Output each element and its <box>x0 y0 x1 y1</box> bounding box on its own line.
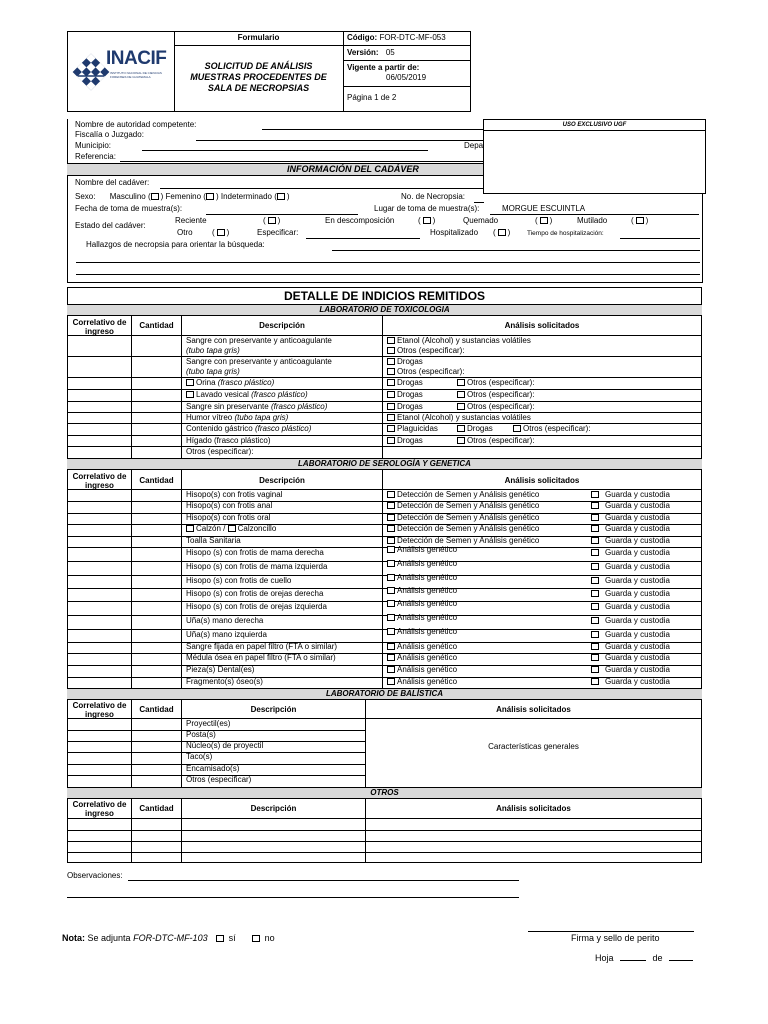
guarda-checkbox[interactable] <box>591 537 599 544</box>
firma-label: Firma y sello de perito <box>571 933 660 943</box>
guarda-checkbox[interactable] <box>591 577 599 584</box>
sero-row-guarda: Guarda y custodia <box>591 602 670 612</box>
analysis-checkbox[interactable] <box>387 666 395 673</box>
quemado-checkbox[interactable] <box>540 217 548 224</box>
sero-col-cantidad: Cantidad <box>139 476 174 485</box>
otros-checkbox[interactable] <box>457 379 465 386</box>
tox-row-1-analysis: Etanol (Alcohol) y sustancias volátiles Otros (especificar): <box>387 336 531 356</box>
guarda-checkbox[interactable] <box>591 631 599 638</box>
analysis-checkbox[interactable] <box>387 491 395 498</box>
sero-row-guarda: Guarda y custodia <box>591 576 670 586</box>
otro-checkbox-wrap: ( ) <box>212 228 230 237</box>
sero-row-desc: Hisopo (s) con frotis de orejas izquierda <box>186 602 327 611</box>
bal-col-cantidad: Cantidad <box>139 705 174 714</box>
code-row: Código: FOR-DTC-MF-053 <box>347 33 446 42</box>
quemado-label: Quemado <box>463 216 499 225</box>
sero-row-desc: Hisopo (s) con frotis de mama derecha <box>186 548 324 557</box>
nota-row: Nota: Se adjunta FOR-DTC-MF-103 sí no <box>62 933 275 943</box>
fiscalia-label: Fiscalía o Juzgado: <box>75 130 144 139</box>
version-row: Versión: 05 <box>347 48 395 57</box>
analysis-checkbox[interactable] <box>387 546 395 553</box>
otros-checkbox[interactable] <box>457 391 465 398</box>
authority-name-label: Nombre de autoridad competente: <box>75 120 197 129</box>
analysis-checkbox[interactable] <box>387 643 395 650</box>
sero-row-desc: Uña(s) mano izquierda <box>186 630 267 639</box>
otros-col-correlativo: Correlativo de ingreso <box>72 800 127 818</box>
sero-row-desc: Hisopo(s) con frotis vaginal <box>186 490 283 499</box>
fecha-label: Fecha de toma de muestra(s): <box>75 204 183 213</box>
analysis-checkbox[interactable] <box>387 628 395 635</box>
sero-row-analysis: Análisis genético <box>387 545 457 555</box>
tox-row-8-analysis: Drogas <box>387 436 423 446</box>
tox-row-6-analysis: Etanol (Alcohol) y sustancias volátiles <box>387 413 531 423</box>
otros-checkbox[interactable] <box>457 437 465 444</box>
sero-row-analysis: Detección de Semen y Análisis genético <box>387 524 539 534</box>
analysis-checkbox[interactable] <box>387 560 395 567</box>
sero-row-desc: Hisopo(s) con frotis anal <box>186 501 273 510</box>
hallazgos-label: Hallazgos de necropsia para orientar la búsqueda: <box>86 240 265 249</box>
orina-checkbox[interactable] <box>186 379 194 386</box>
sero-row-analysis: Análisis genético <box>387 665 457 675</box>
analysis-checkbox[interactable] <box>387 600 395 607</box>
sero-row-guarda: Guarda y custodia <box>591 501 670 511</box>
bal-row-desc: Posta(s) <box>186 730 216 739</box>
drogas-checkbox[interactable] <box>387 358 395 365</box>
tox-row-4: Lavado vesical (frasco plástico) <box>186 390 308 400</box>
otro-label: Otro <box>177 228 193 237</box>
bal-col-analisis: Análisis solicitados <box>496 705 571 714</box>
guarda-checkbox[interactable] <box>591 678 599 685</box>
necropsia-label: No. de Necropsia: <box>401 192 466 201</box>
reciente-checkbox[interactable] <box>268 217 276 224</box>
indeterminado-checkbox[interactable] <box>277 193 285 200</box>
form-label: Formulario <box>237 33 280 42</box>
sero-row-analysis: Detección de Semen y Análisis genético <box>387 513 539 523</box>
sero-col-analisis: Análisis solicitados <box>504 476 580 485</box>
analysis-checkbox[interactable] <box>387 614 395 621</box>
mutilado-checkbox[interactable] <box>636 217 644 224</box>
sero-col-descripcion: Descripción <box>259 476 305 485</box>
especificar-label: Especificar: <box>257 228 299 237</box>
bal-row-desc: Núcleo(s) de proyectil <box>186 741 264 750</box>
sero-row-analysis: Análisis genético <box>387 613 457 623</box>
no-checkbox[interactable] <box>252 935 260 942</box>
guarda-checkbox[interactable] <box>591 654 599 661</box>
guarda-checkbox[interactable] <box>591 563 599 570</box>
tox-row-4-analysis: Drogas <box>387 390 423 400</box>
calzon-checkbox[interactable] <box>186 525 194 532</box>
hospitalizado-label: Hospitalizado <box>430 228 479 237</box>
sero-row-desc: Hisopo(s) con frotis oral <box>186 513 271 522</box>
hoja-row: Hoja de <box>595 953 693 964</box>
sero-row-analysis: Análisis genético <box>387 559 457 569</box>
otros-header: OTROS <box>67 787 702 799</box>
sero-row-desc: Fragmento(s) óseo(s) <box>186 677 263 686</box>
sero-row-analysis: Análisis genético <box>387 573 457 583</box>
sexo-row: Sexo: Masculino ( ) Femenino ( ) Indeterminado ( ) <box>75 192 290 201</box>
sero-row-analysis: Análisis genético <box>387 627 457 637</box>
masculino-checkbox[interactable] <box>151 193 159 200</box>
otro-checkbox[interactable] <box>217 229 225 236</box>
tox-row-2: Sangre con preservante y anticoagulante (tubo tapa gris) <box>186 357 332 376</box>
otros-checkbox[interactable] <box>513 425 521 432</box>
guarda-checkbox[interactable] <box>591 514 599 521</box>
analysis-checkbox[interactable] <box>387 502 395 509</box>
sero-row-guarda: Guarda y custodia <box>591 630 670 640</box>
etanol-checkbox[interactable] <box>387 337 395 344</box>
tox-row-2-analysis: Drogas Otros (especificar): <box>387 357 465 377</box>
sero-row-desc: Hisopo (s) con frotis de orejas derecha <box>186 589 324 598</box>
sero-row-analysis: Análisis genético <box>387 677 457 687</box>
lugar-label: Lugar de toma de muestra(s): <box>374 204 480 213</box>
page-number: Página 1 de 2 <box>347 93 397 102</box>
reciente-checkbox-wrap: ( ) <box>263 216 281 225</box>
drogas-checkbox[interactable] <box>387 391 395 398</box>
guarda-checkbox[interactable] <box>591 549 599 556</box>
tox-row-8: Hígado (frasco plástico) <box>186 436 271 445</box>
femenino-checkbox[interactable] <box>206 193 214 200</box>
estado-label: Estado del cadáver: <box>75 221 146 230</box>
sero-row-analysis: Detección de Semen y Análisis genético <box>387 490 539 500</box>
sero-row-guarda: Guarda y custodia <box>591 513 670 523</box>
otros-col-analisis: Análisis solicitados <box>496 804 571 813</box>
guarda-checkbox[interactable] <box>591 491 599 498</box>
cadaver-section-header: INFORMACIÓN DEL CADÁVER <box>67 163 483 176</box>
descomposicion-label: En descomposición <box>325 216 395 225</box>
sero-row-desc: Hisopo (s) con frotis de cuello <box>186 576 292 585</box>
tox-col-descripcion: Descripción <box>259 321 305 330</box>
otros-col-cantidad: Cantidad <box>139 804 174 813</box>
tox-row-5-analysis: Drogas <box>387 402 423 412</box>
tox-row-3: Orina (frasco plástico) <box>186 378 274 388</box>
valid-date: 06/05/2019 <box>386 73 427 82</box>
tox-row-7: Contenido gástrico (frasco plástico) <box>186 424 312 433</box>
sero-row-guarda: Guarda y custodia <box>591 548 670 558</box>
sero-row-analysis: Análisis genético <box>387 653 457 663</box>
tiempo-label: Tiempo de hospitalización: <box>527 230 604 237</box>
sero-row-desc: Médula ósea en papel filtro (FTA o similar) <box>186 653 336 662</box>
sero-row-desc: Pieza(s) Dental(es) <box>186 665 255 674</box>
bal-row-desc: Otros (especificar) <box>186 775 252 784</box>
bal-row-desc: Taco(s) <box>186 752 213 761</box>
drogas-checkbox[interactable] <box>387 379 395 386</box>
sero-row-analysis: Análisis genético <box>387 642 457 652</box>
guarda-checkbox[interactable] <box>591 666 599 673</box>
guarda-checkbox[interactable] <box>591 643 599 650</box>
bal-analisis: Características generales <box>488 742 579 751</box>
sero-row-guarda: Guarda y custodia <box>591 524 670 534</box>
quemado-checkbox-wrap: ( ) <box>535 216 553 225</box>
sero-row-guarda: Guarda y custodia <box>591 653 670 663</box>
sero-row-guarda: Guarda y custodia <box>591 616 670 626</box>
analysis-checkbox[interactable] <box>387 654 395 661</box>
guarda-checkbox[interactable] <box>591 590 599 597</box>
org-name: INACIF <box>106 48 167 69</box>
tox-row-8-otros: Otros (especificar): <box>457 436 535 446</box>
uso-exclusivo-label: USO EXCLUSIVO UGF <box>562 122 627 128</box>
mutilado-label: Mutilado <box>577 216 608 225</box>
analysis-checkbox[interactable] <box>387 587 395 594</box>
tox-col-analisis: Análisis solicitados <box>504 321 580 330</box>
bal-col-correlativo: Correlativo de ingreso <box>72 701 127 719</box>
sero-col-correlativo: Correlativo de ingreso <box>72 472 127 490</box>
tox-row-7-otros: Otros (especificar): <box>513 424 591 434</box>
sero-row-analysis: Análisis genético <box>387 586 457 596</box>
sero-row-guarda: Guarda y custodia <box>591 536 670 546</box>
form-title: SOLICITUD DE ANÁLISIS MUESTRAS PROCEDENTES DE SALA DE NECROPSIAS <box>190 61 327 93</box>
reciente-label: Reciente <box>175 216 207 225</box>
org-subtitle: INSTITUTO NACIONAL DE CIENCIAS FORENSES DE GUATEMALA <box>110 71 162 79</box>
etanol-checkbox[interactable] <box>387 414 395 421</box>
sero-row-desc: Uña(s) mano derecha <box>186 616 264 625</box>
sero-row-analysis: Detección de Semen y Análisis genético <box>387 536 539 546</box>
analysis-checkbox[interactable] <box>387 678 395 685</box>
detalle-title: DETALLE DE INDICIOS REMITIDOS <box>283 289 486 303</box>
drogas-checkbox[interactable] <box>387 403 395 410</box>
descomposicion-checkbox[interactable] <box>423 217 431 224</box>
tox-row-9: Otros (especificar): <box>186 447 254 456</box>
hospitalizado-checkbox-wrap: ( ) <box>493 228 511 237</box>
sero-row-guarda: Guarda y custodia <box>591 589 670 599</box>
analysis-checkbox[interactable] <box>387 514 395 521</box>
tox-row-3-otros: Otros (especificar): <box>457 378 535 388</box>
sero-row-desc: Sangre fijada en papel filtro (FTA o similar) <box>186 642 338 651</box>
lugar-value: MORGUE ESCUINTLA <box>502 204 586 213</box>
sero-row-guarda: Guarda y custodia <box>591 642 670 652</box>
tox-row-5: Sangre sin preservante (frasco plástico) <box>186 402 328 411</box>
balistica-header: LABORATORIO DE BALÍSTICA <box>67 688 702 700</box>
tox-row-4-otros: Otros (especificar): <box>457 390 535 400</box>
otros-col-descripcion: Descripción <box>250 804 297 813</box>
bal-row-desc: Encamisado(s) <box>186 764 240 773</box>
otros-checkbox[interactable] <box>387 347 395 354</box>
bal-col-descripcion: Descripción <box>250 705 297 714</box>
sero-row-analysis: Análisis genético <box>387 599 457 609</box>
toxicologia-header: LABORATORIO DE TOXICOLOGIA <box>67 304 702 316</box>
tox-row-7-drogas: Drogas <box>457 424 493 434</box>
cadaver-name-label: Nombre del cadáver: <box>75 178 150 187</box>
sero-row-guarda: Guarda y custodia <box>591 490 670 500</box>
otros-checkbox[interactable] <box>457 403 465 410</box>
analysis-checkbox[interactable] <box>387 537 395 544</box>
tox-row-5-otros: Otros (especificar): <box>457 402 535 412</box>
guarda-checkbox[interactable] <box>591 525 599 532</box>
serologia-header: LABORATORIO DE SEROLOGÍA Y GENETICA <box>67 458 702 470</box>
calzoncillo-checkbox[interactable] <box>228 525 236 532</box>
sero-row-desc: Toalla Sanitaria <box>186 536 241 545</box>
tox-col-cantidad: Cantidad <box>139 321 174 330</box>
departamento-label: Depa <box>464 141 484 150</box>
hospitalizado-checkbox[interactable] <box>498 229 506 236</box>
tox-row-1: Sangre con preservante y anticoagulante (tubo tapa gris) <box>186 336 332 355</box>
valid-label: Vigente a partir de: <box>347 63 420 72</box>
referencia-label: Referencia: <box>75 152 116 161</box>
mutilado-checkbox-wrap: ( ) <box>631 216 649 225</box>
guarda-checkbox[interactable] <box>591 617 599 624</box>
lavado-checkbox[interactable] <box>186 391 194 398</box>
drogas-checkbox[interactable] <box>457 425 465 432</box>
sero-row-guarda: Guarda y custodia <box>591 665 670 675</box>
tox-row-7-analysis: Plaguicidas <box>387 424 438 434</box>
descomposicion-checkbox-wrap: ( ) <box>418 216 436 225</box>
analysis-checkbox[interactable] <box>387 574 395 581</box>
tox-row-6: Humor vítreo (tubo tapa gris) <box>186 413 289 422</box>
bal-row-desc: Proyectil(es) <box>186 719 231 728</box>
tox-col-correlativo: Correlativo de ingreso <box>72 318 127 336</box>
sero-row-guarda: Guarda y custodia <box>591 677 670 687</box>
observaciones-label: Observaciones: <box>67 871 123 880</box>
si-checkbox[interactable] <box>216 935 224 942</box>
drogas-checkbox[interactable] <box>387 437 395 444</box>
sero-row-analysis: Detección de Semen y Análisis genético <box>387 501 539 511</box>
guarda-checkbox[interactable] <box>591 502 599 509</box>
sero-row-desc: Hisopo (s) con frotis de mama izquierda <box>186 562 328 571</box>
tox-row-3-analysis: Drogas <box>387 378 423 388</box>
sero-row-guarda: Guarda y custodia <box>591 562 670 572</box>
otros-checkbox[interactable] <box>387 368 395 375</box>
municipio-label: Municipio: <box>75 141 112 150</box>
sero-row-desc: Calzón / Calzoncillo <box>186 524 276 534</box>
guarda-checkbox[interactable] <box>591 603 599 610</box>
analysis-checkbox[interactable] <box>387 525 395 532</box>
plaguicidas-checkbox[interactable] <box>387 425 395 432</box>
